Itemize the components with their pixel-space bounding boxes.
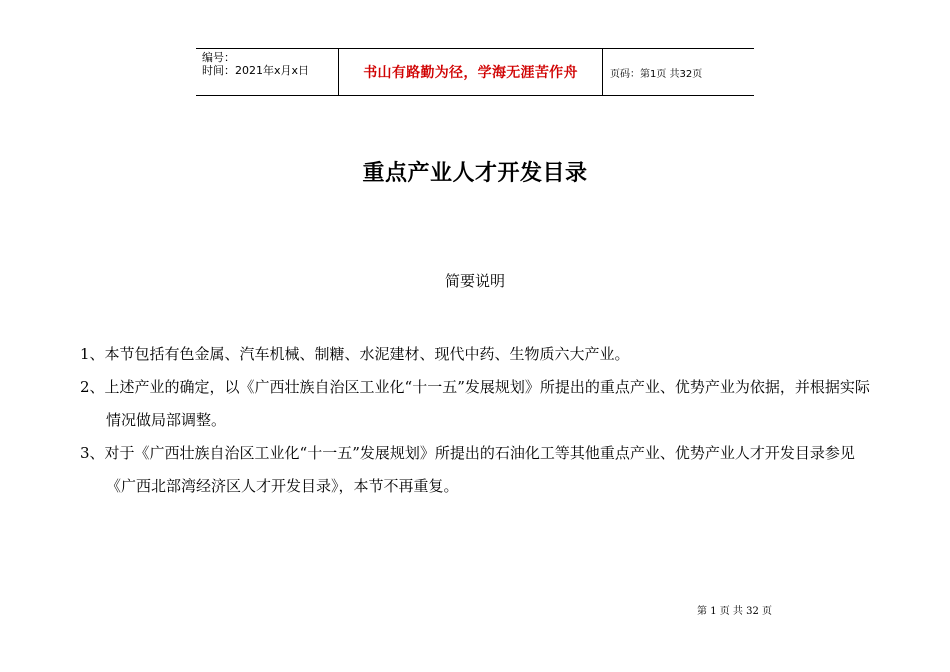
- body-text: [80, 338, 870, 503]
- page-code-text: 页码：第1页 共32页: [610, 68, 703, 80]
- section-heading: 简要说明: [444, 272, 505, 290]
- header-motto-cell: [338, 49, 603, 95]
- header-meta-cell: [196, 49, 338, 95]
- time-label: 时间：2021年x月x日: [202, 64, 310, 77]
- paragraph-3: 3、对于《广西壮族自治区工业化“十一五”发展规划》所提出的石油化工等其他重点产业、优势产业人才开发目录参见《广西北部湾经济区人才开发目录》，本节不再重复。: [80, 444, 855, 495]
- document-title: 重点产业人才开发目录: [362, 160, 588, 186]
- header-page-cell: [603, 49, 754, 95]
- header-table: [196, 48, 754, 96]
- number-label: 编号：: [202, 51, 235, 64]
- paragraph-2: 2、上述产业的确定，以《广西壮族自治区工业化“十一五”发展规划》所提出的重点产业、优势产业为依据，并根据实际情况做局部调整。: [80, 378, 870, 429]
- motto-text: 书山有路勤为径，学海无涯苦作舟: [363, 65, 578, 81]
- page-footer: 第 1 页 共 32 页: [697, 606, 772, 617]
- paragraph-1: 1、本节包括有色金属、汽车机械、制糖、水泥建材、现代中药、生物质六大产业。: [80, 345, 630, 363]
